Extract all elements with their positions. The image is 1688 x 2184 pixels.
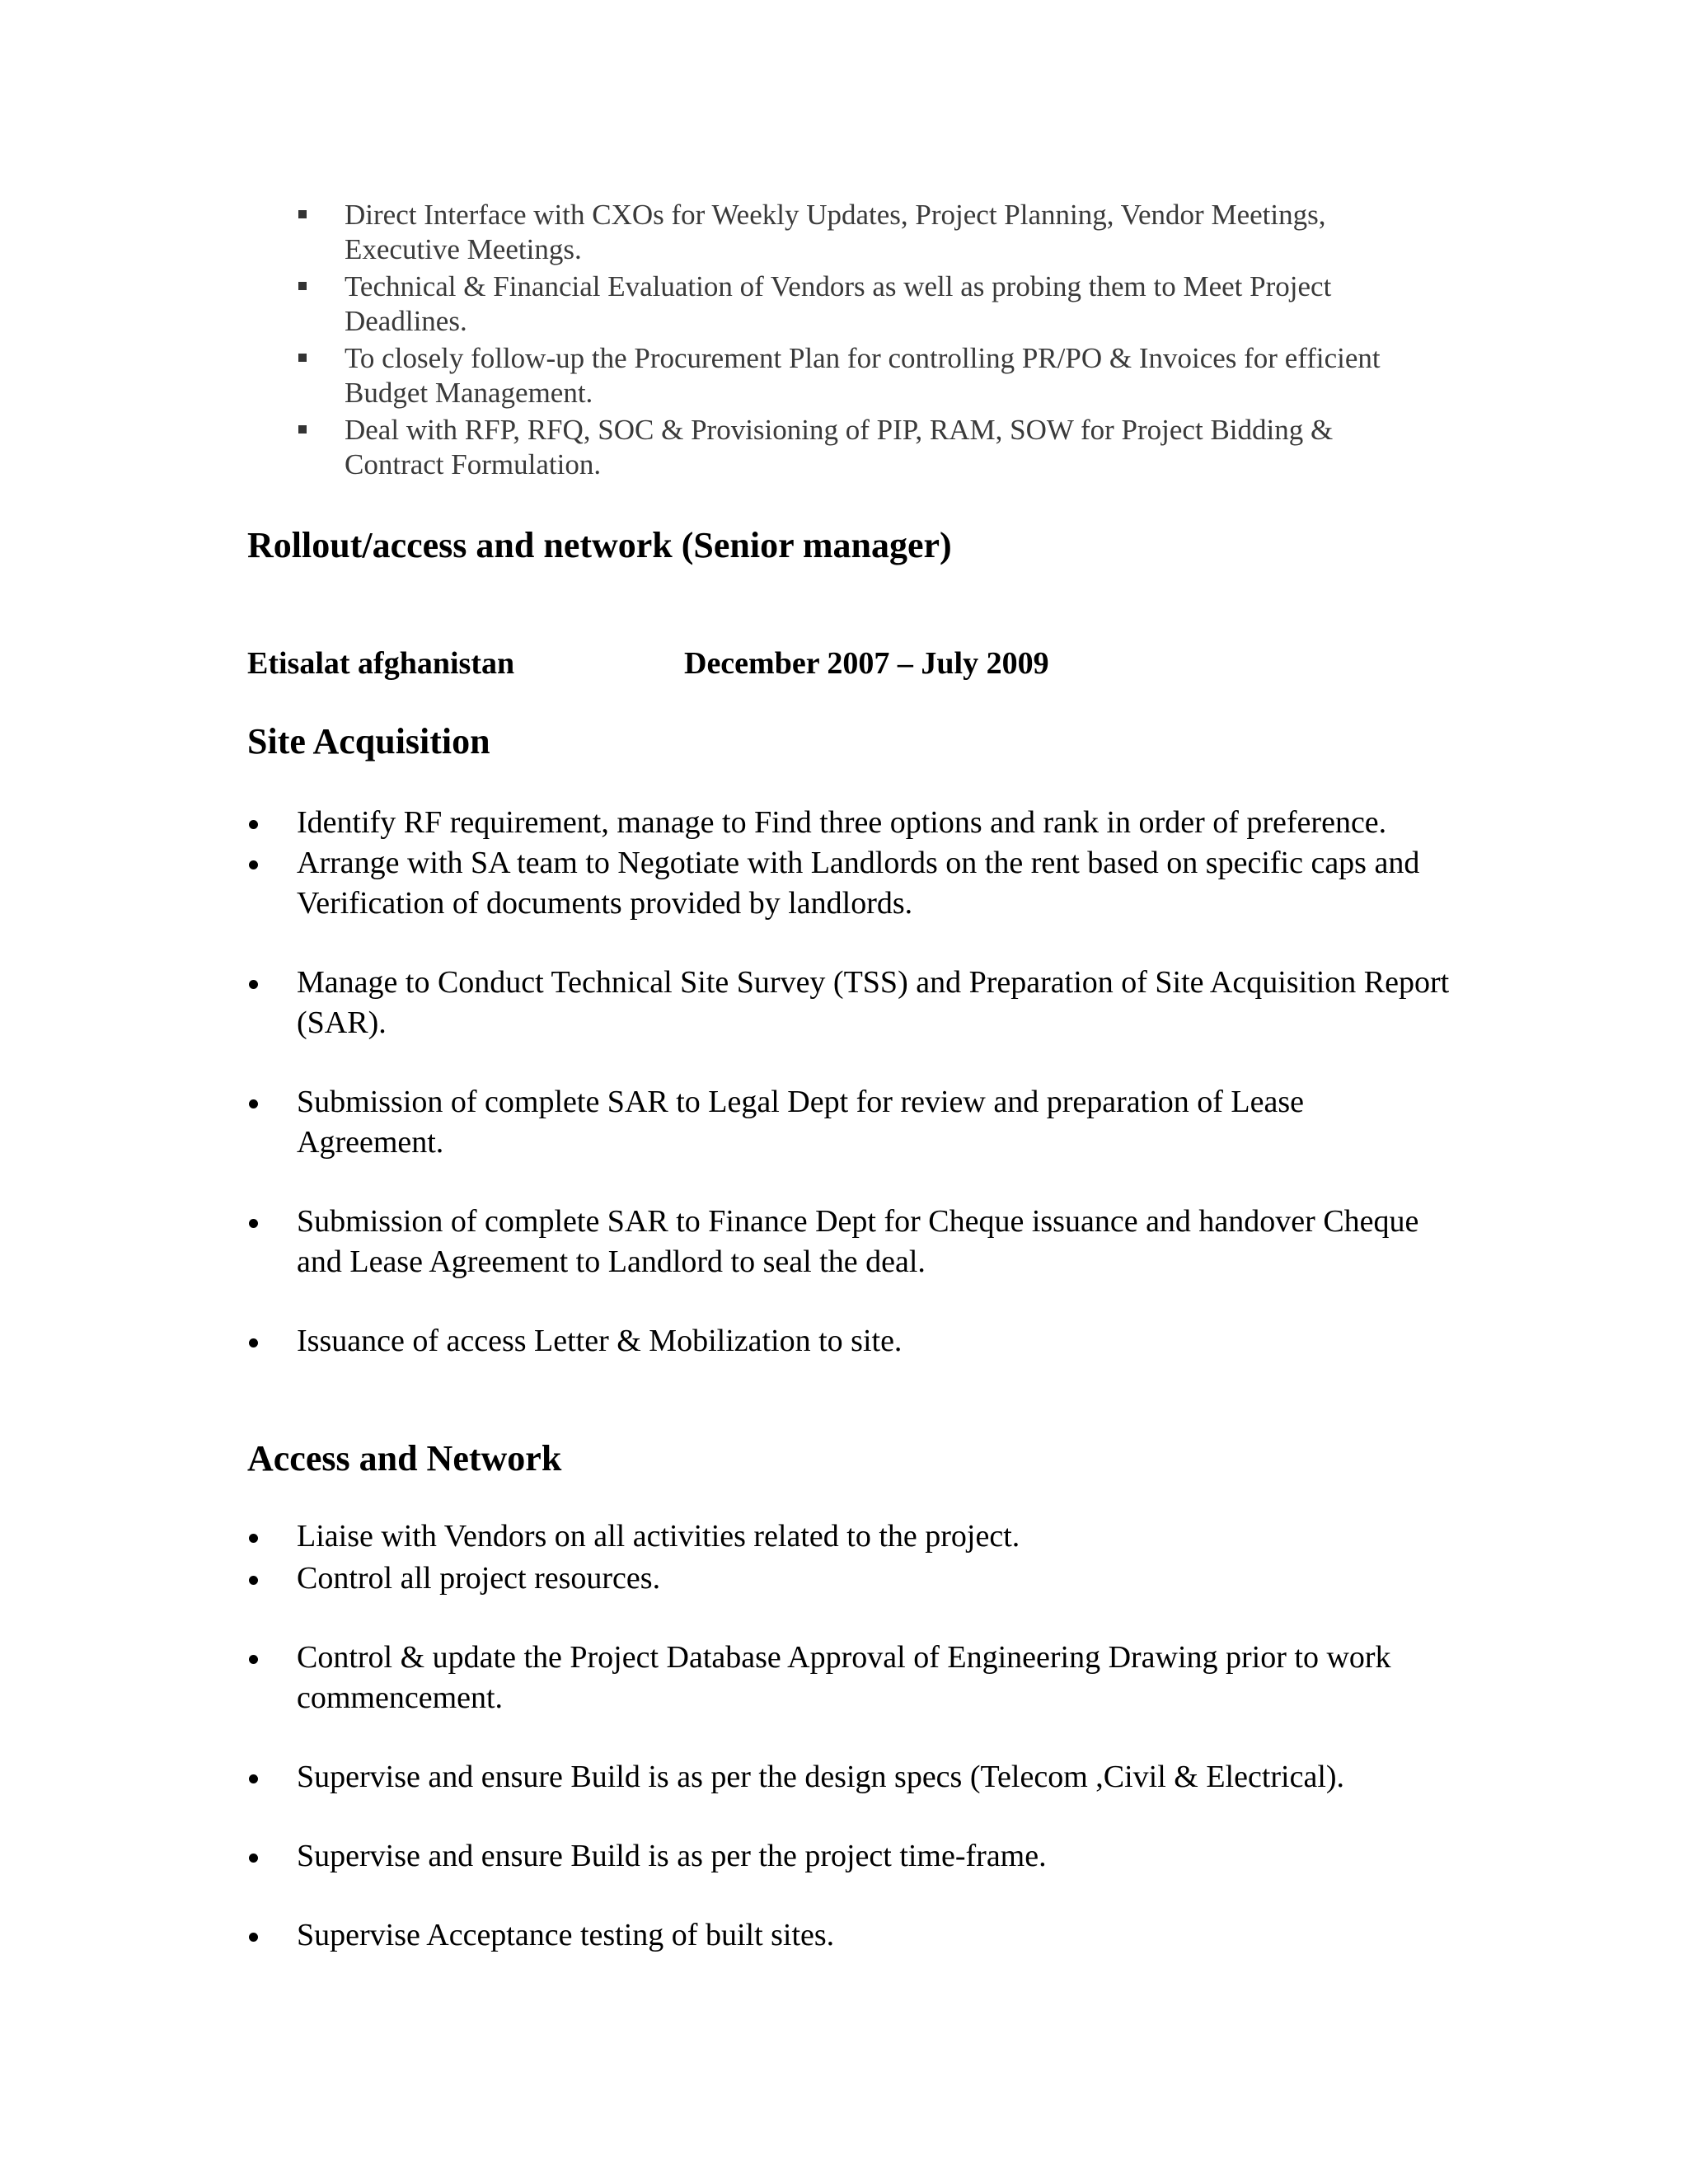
list-item: Identify RF requirement, manage to Find three options and rank in order of preference. bbox=[247, 803, 1451, 843]
square-bullet-icon bbox=[298, 282, 307, 290]
list-item: Issuance of access Letter & Mobilization to site. bbox=[247, 1321, 1451, 1361]
employment-dates: December 2007 – July 2009 bbox=[684, 646, 1049, 681]
employer-name: Etisalat afghanistan bbox=[247, 646, 515, 681]
list-item: Manage to Conduct Technical Site Survey (TSS) and Preparation of Site Acquisition Report (SAR). bbox=[247, 963, 1451, 1043]
bullet-icon bbox=[249, 1854, 258, 1863]
list-item: Technical & Financial Evaluation of Vendors as well as probing them to Meet Project Deadlines. bbox=[247, 269, 1434, 339]
list-item: Submission of complete SAR to Finance Dept for Cheque issuance and handover Cheque and Lease Agreement to Landlord to seal the deal. bbox=[247, 1202, 1451, 1282]
employer-line bbox=[247, 643, 1049, 684]
access-network-list bbox=[247, 1516, 1451, 1956]
list-item: Deal with RFP, RFQ, SOC & Provisioning of PIP, RAM, SOW for Project Bidding & Contract Formulation. bbox=[247, 413, 1434, 482]
list-item: Supervise and ensure Build is as per the project time-frame. bbox=[247, 1836, 1451, 1877]
bullet-icon bbox=[249, 980, 258, 989]
list-item: Direct Interface with CXOs for Weekly Updates, Project Planning, Vendor Meetings, Executive Meetings. bbox=[247, 198, 1434, 267]
site-acquisition-heading: Site Acquisition bbox=[247, 721, 490, 762]
access-network-heading: Access and Network bbox=[247, 1438, 562, 1479]
list-item: Supervise Acceptance testing of built sites. bbox=[247, 1915, 1451, 1956]
bullet-icon bbox=[249, 1655, 258, 1664]
site-acquisition-list bbox=[247, 803, 1451, 1361]
bullet-icon bbox=[249, 1534, 258, 1543]
bullet-icon bbox=[249, 860, 258, 869]
list-item: Control & update the Project Database Approval of Engineering Drawing prior to work commencement. bbox=[247, 1638, 1451, 1718]
square-bullet-icon bbox=[298, 425, 307, 434]
bullet-icon bbox=[249, 1933, 258, 1942]
list-item: Liaise with Vendors on all activities related to the project. bbox=[247, 1516, 1451, 1557]
bullet-icon bbox=[249, 820, 258, 829]
bullet-icon bbox=[249, 1338, 258, 1347]
list-item: To closely follow-up the Procurement Plan for controlling PR/PO & Invoices for efficient Budget Management. bbox=[247, 341, 1434, 410]
responsibilities-list bbox=[247, 198, 1434, 485]
list-item: Supervise and ensure Build is as per the design specs (Telecom ,Civil & Electrical). bbox=[247, 1757, 1451, 1797]
bullet-icon bbox=[249, 1099, 258, 1108]
bullet-icon bbox=[249, 1576, 258, 1585]
square-bullet-icon bbox=[298, 354, 307, 362]
list-item: Control all project resources. bbox=[247, 1558, 1451, 1599]
bullet-icon bbox=[249, 1219, 258, 1228]
bullet-icon bbox=[249, 1774, 258, 1783]
list-item: Submission of complete SAR to Legal Dept for review and preparation of Lease Agreement. bbox=[247, 1082, 1451, 1163]
role-heading: Rollout/access and network (Senior manager) bbox=[247, 525, 952, 565]
square-bullet-icon bbox=[298, 210, 307, 218]
list-item: Arrange with SA team to Negotiate with Landlords on the rent based on specific caps and Verification of documents provided by landlords. bbox=[247, 843, 1451, 924]
